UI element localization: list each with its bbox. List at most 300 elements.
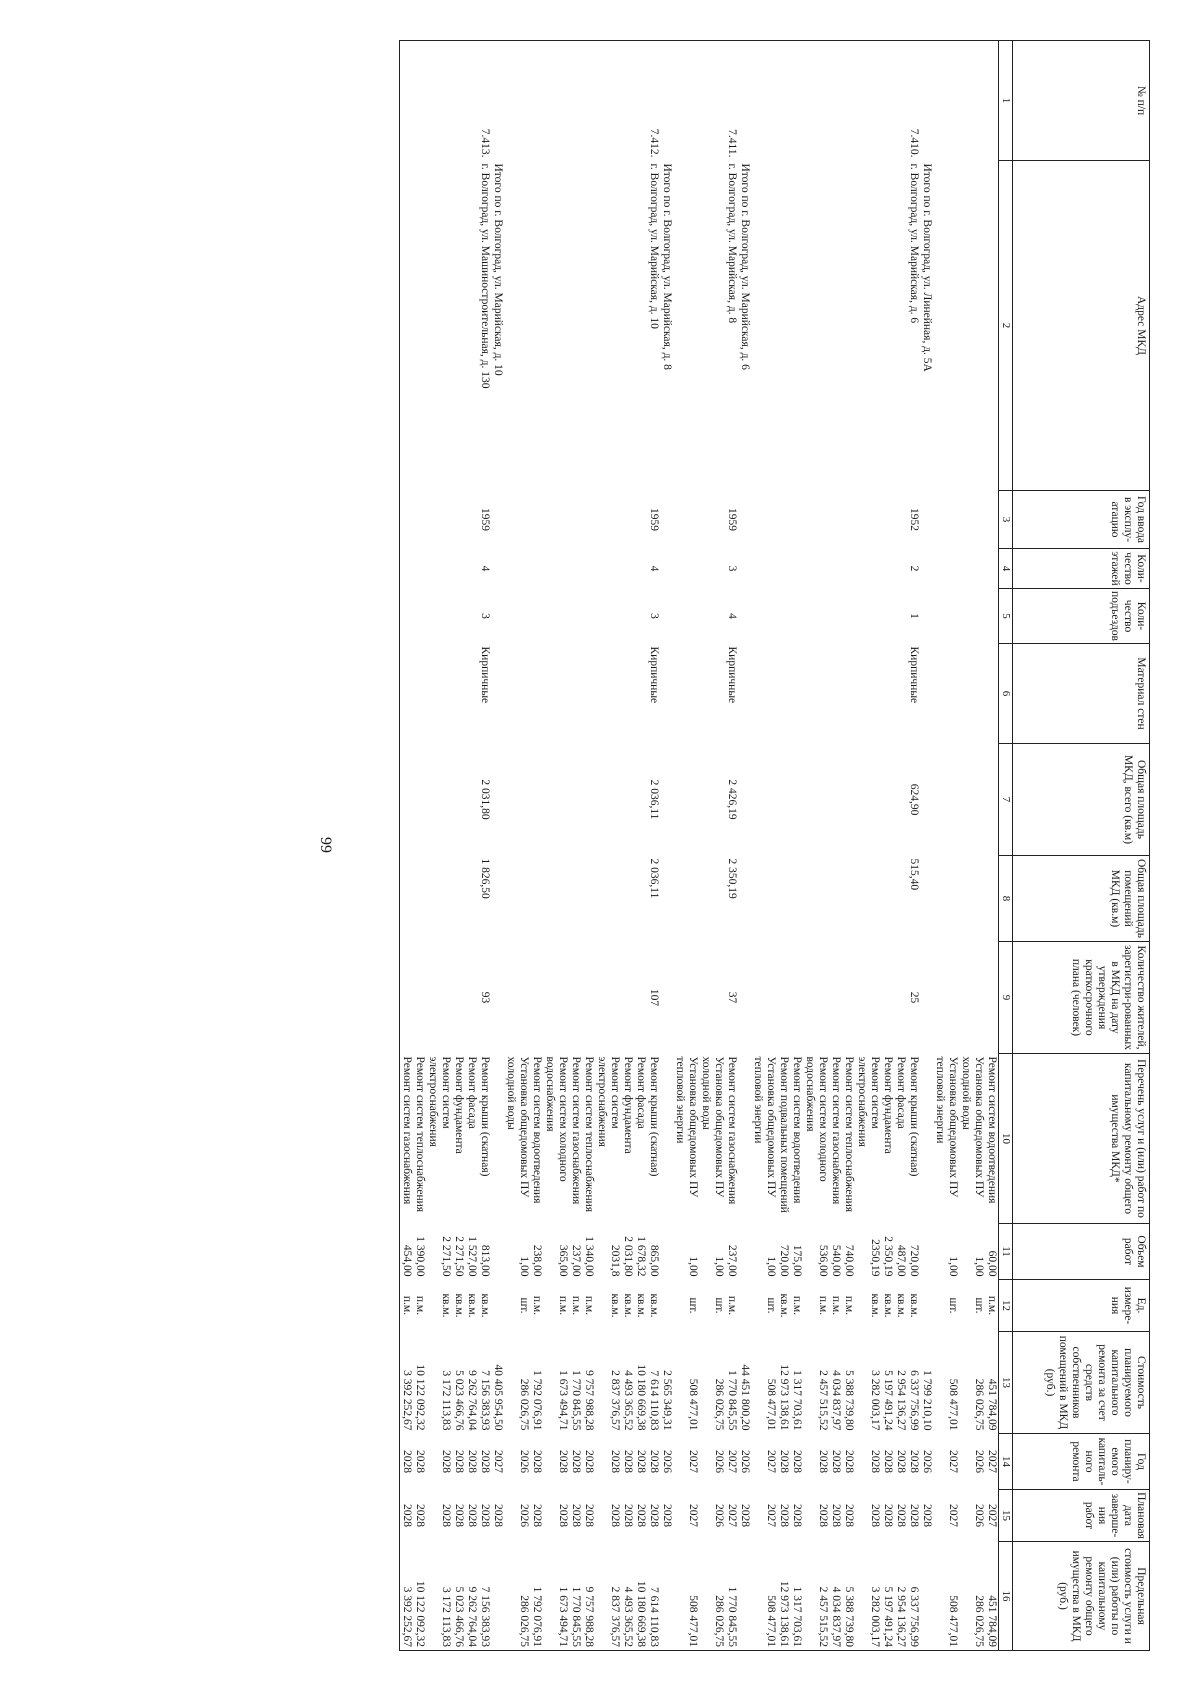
table-row xyxy=(452,41,465,1651)
work-cost: 12 973 138,61 xyxy=(778,1364,790,1431)
total-cost: 1 799 210,10 xyxy=(921,1370,933,1431)
total-plan-date: 2028 xyxy=(739,1504,751,1527)
table-row xyxy=(920,41,933,1651)
empty-cell xyxy=(699,856,725,942)
table-row xyxy=(582,41,595,1651)
empty-cell xyxy=(933,942,959,1054)
empty-cell xyxy=(569,744,582,856)
building-address: г. Волгоград, ул. Марийская, д. 8 xyxy=(726,163,738,324)
empty-cell xyxy=(465,856,478,942)
empty-cell xyxy=(803,744,829,856)
empty-cell xyxy=(491,1224,504,1280)
empty-cell xyxy=(881,549,894,589)
empty-cell xyxy=(465,942,478,1054)
work-year: 2028 xyxy=(414,1450,426,1473)
empty-cell xyxy=(504,744,530,856)
empty-cell xyxy=(803,856,829,942)
column-number: 16 xyxy=(999,1542,1013,1651)
entry-number: 7.411. xyxy=(725,41,738,161)
table-row xyxy=(829,41,842,1651)
work-plan-date: 2028 xyxy=(453,1504,465,1527)
empty-cell xyxy=(920,942,933,1054)
table-row xyxy=(400,41,414,1651)
work-unit: шт. xyxy=(713,1297,725,1314)
work-volume: 487,00 xyxy=(895,1244,907,1277)
empty-cell xyxy=(959,491,985,549)
empty-cell xyxy=(400,491,414,549)
work-cost: 5 023 466,76 xyxy=(453,1370,465,1431)
work-plan-date: 2027 xyxy=(726,1504,738,1527)
premises-area: 2 350,19 xyxy=(726,858,738,899)
work-plan-date: 2028 xyxy=(882,1504,894,1527)
empty-cell xyxy=(803,549,829,589)
empty-cell xyxy=(699,549,725,589)
work-cost: 9 757 988,28 xyxy=(583,1370,595,1431)
empty-cell xyxy=(621,589,634,644)
work-name: Ремонт систем газоснабжения xyxy=(400,1054,414,1224)
empty-cell xyxy=(621,644,634,744)
empty-cell xyxy=(777,744,790,856)
table-row xyxy=(621,41,634,1651)
work-cost: 7 156 383,93 xyxy=(479,1370,491,1431)
work-year: 2026 xyxy=(518,1450,530,1473)
table-row xyxy=(738,41,751,1651)
work-unit: п.м. xyxy=(531,1295,543,1316)
work-plan-date: 2028 xyxy=(908,1504,920,1527)
empty-cell xyxy=(920,41,933,161)
work-plan-date: 2028 xyxy=(778,1504,790,1527)
work-plan-date: 2027 xyxy=(765,1504,777,1527)
work-unit: кв.м. xyxy=(648,1293,660,1318)
empty-cell xyxy=(543,589,569,644)
empty-cell xyxy=(634,41,647,161)
empty-cell xyxy=(426,491,452,549)
empty-cell xyxy=(881,161,894,491)
work-cost: 2 457 515,52 xyxy=(817,1370,829,1431)
work-name: Ремонт систем водоотведения xyxy=(791,1056,803,1204)
empty-cell xyxy=(660,644,673,744)
empty-cell xyxy=(959,589,985,644)
empty-cell xyxy=(699,942,725,1054)
empty-cell xyxy=(530,856,543,942)
empty-cell xyxy=(842,491,855,549)
building-address: г. Волгоград, ул. Марийская, д. 6 xyxy=(908,163,920,324)
work-volume: 1 390,00 xyxy=(414,1236,426,1277)
empty-cell xyxy=(673,161,699,491)
work-cost: 286 026,75 xyxy=(518,1378,530,1431)
empty-cell xyxy=(920,1542,933,1651)
work-year: 2028 xyxy=(648,1450,660,1473)
empty-cell xyxy=(504,161,530,491)
table-row xyxy=(907,41,920,1651)
work-volume: 237,00 xyxy=(570,1244,582,1277)
work-name: Ремонт крыши (скатная) xyxy=(479,1056,491,1177)
column-number: 7 xyxy=(999,744,1013,856)
work-year: 2028 xyxy=(830,1450,842,1473)
column-number: 11 xyxy=(999,1224,1013,1280)
work-plan-date: 2026 xyxy=(518,1504,530,1527)
empty-cell xyxy=(751,549,777,589)
empty-cell xyxy=(452,41,465,161)
empty-cell xyxy=(634,549,647,589)
column-header: Объем работ xyxy=(1013,1224,1150,1280)
empty-cell xyxy=(530,161,543,491)
work-max-cost: 2 457 515,52 xyxy=(803,1542,829,1651)
work-max-cost: 508 477,01 xyxy=(933,1542,959,1651)
work-plan-date: 2028 xyxy=(400,1490,414,1542)
empty-cell xyxy=(790,161,803,491)
work-plan-date: 2026 xyxy=(973,1504,985,1527)
empty-cell xyxy=(985,856,999,942)
empty-cell xyxy=(881,589,894,644)
table-row xyxy=(894,41,907,1651)
column-number-row xyxy=(999,41,1013,1651)
empty-cell xyxy=(803,491,829,549)
empty-cell xyxy=(829,161,842,491)
work-unit: кв.м. xyxy=(609,1293,621,1318)
table-row xyxy=(725,41,738,1651)
work-volume: 454,00 xyxy=(400,1224,414,1280)
empty-cell xyxy=(894,491,907,549)
capital-repair-table xyxy=(399,40,1150,1651)
empty-cell xyxy=(920,744,933,856)
work-year: 2028 xyxy=(583,1450,595,1473)
empty-cell xyxy=(751,589,777,644)
empty-cell xyxy=(569,942,582,1054)
table-row xyxy=(465,41,478,1651)
empty-cell xyxy=(426,589,452,644)
empty-cell xyxy=(569,589,582,644)
empty-cell xyxy=(829,644,842,744)
table-row xyxy=(855,41,881,1651)
empty-cell xyxy=(452,744,465,856)
empty-cell xyxy=(738,856,751,942)
total-cost: 44 451 800,20 xyxy=(739,1364,751,1431)
empty-cell xyxy=(933,856,959,942)
wall-material: Кирпичные xyxy=(908,646,920,704)
total-label: Итого по г. Волгоград, ул. Марийская, д. 8 xyxy=(661,163,673,370)
empty-cell xyxy=(855,856,881,942)
column-number: 9 xyxy=(999,942,1013,1054)
empty-cell xyxy=(842,644,855,744)
total-cost: 40 405 954,50 xyxy=(492,1364,504,1431)
column-header: Перечень услуг и (или) работ по капитальному ремонту общего имущества МКД* xyxy=(1013,1054,1150,1224)
work-volume: 1,00 xyxy=(713,1256,725,1277)
work-max-cost: 9 757 988,28 xyxy=(582,1542,595,1651)
work-max-cost: 5 197 491,24 xyxy=(881,1542,894,1651)
empty-cell xyxy=(699,744,725,856)
empty-cell xyxy=(777,942,790,1054)
work-year: 2028 xyxy=(908,1450,920,1473)
empty-cell xyxy=(842,856,855,942)
empty-cell xyxy=(504,589,530,644)
work-volume: 540,00 xyxy=(830,1244,842,1277)
empty-cell xyxy=(673,491,699,549)
empty-cell xyxy=(426,41,452,161)
work-unit: п.м. xyxy=(986,1295,998,1316)
empty-cell xyxy=(894,589,907,644)
empty-cell xyxy=(452,491,465,549)
wall-material: Кирпичные xyxy=(648,646,660,704)
premises-area: 515,40 xyxy=(908,858,920,891)
column-header: Коли-чество этажей xyxy=(1013,549,1150,589)
work-unit: п.м. xyxy=(414,1295,426,1316)
work-year: 2026 xyxy=(713,1450,725,1473)
empty-cell xyxy=(699,41,725,161)
empty-cell xyxy=(595,549,621,589)
empty-cell xyxy=(985,41,999,161)
work-unit: кв.м. xyxy=(453,1293,465,1318)
work-volume: 1,00 xyxy=(947,1256,959,1277)
work-max-cost: 7 614 110,83 xyxy=(647,1542,660,1651)
empty-cell xyxy=(985,161,999,491)
empty-cell xyxy=(738,644,751,744)
work-cost: 7 614 110,83 xyxy=(648,1370,660,1431)
empty-cell xyxy=(595,161,621,491)
work-cost: 10 122 092,32 xyxy=(414,1364,426,1431)
work-plan-date: 2028 xyxy=(570,1504,582,1527)
work-max-cost: 9 262 764,04 xyxy=(465,1542,478,1651)
column-header: Год планиру-емого капиталь-ного ремонта xyxy=(1013,1434,1150,1490)
empty-cell xyxy=(634,589,647,644)
work-unit: п.м. xyxy=(570,1295,582,1316)
work-max-cost: 2 837 376,57 xyxy=(595,1542,621,1651)
work-cost: 2 954 136,27 xyxy=(895,1370,907,1431)
empty-cell xyxy=(842,41,855,161)
work-unit: п.м. xyxy=(817,1295,829,1316)
work-plan-date: 2028 xyxy=(843,1504,855,1527)
table-row xyxy=(634,41,647,1651)
work-unit: кв.м. xyxy=(895,1293,907,1318)
work-max-cost: 10 180 669,38 xyxy=(634,1542,647,1651)
empty-cell xyxy=(842,161,855,491)
work-volume: 813,00 xyxy=(479,1244,491,1277)
work-plan-date: 2028 xyxy=(791,1504,803,1527)
empty-cell xyxy=(452,644,465,744)
empty-cell xyxy=(803,942,829,1054)
empty-cell xyxy=(569,491,582,549)
empty-cell xyxy=(855,744,881,856)
work-year: 2028 xyxy=(400,1434,414,1490)
empty-cell xyxy=(400,161,414,491)
total-cost: 2 565 349,31 xyxy=(661,1370,673,1431)
empty-cell xyxy=(569,549,582,589)
empty-cell xyxy=(829,856,842,942)
work-cost: 1 770 845,55 xyxy=(726,1370,738,1431)
empty-cell xyxy=(491,589,504,644)
work-year: 2028 xyxy=(531,1450,543,1473)
empty-cell xyxy=(829,942,842,1054)
work-year: 2028 xyxy=(466,1450,478,1473)
work-cost: 286 026,75 xyxy=(713,1378,725,1431)
empty-cell xyxy=(491,644,504,744)
empty-cell xyxy=(881,744,894,856)
work-name: Ремонт систем холодного водоснабжения xyxy=(544,1056,569,1182)
empty-cell xyxy=(595,41,621,161)
empty-cell xyxy=(751,41,777,161)
empty-cell xyxy=(894,942,907,1054)
work-unit: п.м. xyxy=(400,1280,414,1332)
work-plan-date: 2028 xyxy=(466,1504,478,1527)
empty-cell xyxy=(985,589,999,644)
empty-cell xyxy=(465,589,478,644)
work-name: Установка общедомовых ПУ тепловой энергии xyxy=(934,1056,959,1198)
empty-cell xyxy=(777,41,790,161)
column-header: Адрес МКД xyxy=(1013,161,1150,491)
empty-cell xyxy=(621,41,634,161)
column-number: 14 xyxy=(999,1434,1013,1490)
work-volume: 740,00 xyxy=(843,1244,855,1277)
empty-cell xyxy=(842,744,855,856)
column-number: 15 xyxy=(999,1490,1013,1542)
work-max-cost: 508 477,01 xyxy=(673,1542,699,1651)
empty-cell xyxy=(530,744,543,856)
resident-count: 107 xyxy=(648,988,660,1007)
empty-cell xyxy=(491,942,504,1054)
work-year: 2027 xyxy=(947,1450,959,1473)
header-row xyxy=(1013,41,1150,1651)
empty-cell xyxy=(959,644,985,744)
total-area: 2 031,80 xyxy=(479,779,491,820)
empty-cell xyxy=(881,491,894,549)
work-name: Ремонт систем водоотведения xyxy=(986,1056,998,1204)
work-name: Ремонт систем водоотведения xyxy=(531,1056,543,1204)
work-max-cost: 1 770 845,55 xyxy=(569,1542,582,1651)
work-unit: шт. xyxy=(518,1297,530,1314)
work-cost: 5 388 739,80 xyxy=(843,1370,855,1431)
empty-cell xyxy=(595,744,621,856)
empty-cell xyxy=(881,41,894,161)
work-volume: 536,00 xyxy=(817,1244,829,1277)
empty-cell xyxy=(634,161,647,491)
floor-count: 4 xyxy=(479,565,491,572)
empty-cell xyxy=(621,942,634,1054)
empty-cell xyxy=(842,549,855,589)
work-unit: кв.м. xyxy=(479,1293,491,1318)
work-volume: 1 527,00 xyxy=(466,1236,478,1277)
page-number: 99 xyxy=(317,837,334,853)
total-area: 2 036,11 xyxy=(648,779,660,820)
column-number: 5 xyxy=(999,589,1013,644)
empty-cell xyxy=(829,589,842,644)
work-max-cost: 1 770 845,55 xyxy=(725,1542,738,1651)
empty-cell xyxy=(920,856,933,942)
building-address: г. Волгоград, ул. Машиностроительная, д. 130 xyxy=(479,163,491,389)
work-unit: кв.м. xyxy=(778,1293,790,1318)
empty-cell xyxy=(894,41,907,161)
empty-cell xyxy=(595,856,621,942)
work-name: Установка общедомовых ПУ холодной воды xyxy=(960,1056,985,1198)
empty-cell xyxy=(738,1224,751,1280)
work-year: 2028 xyxy=(791,1450,803,1473)
empty-cell xyxy=(790,491,803,549)
column-number: 1 xyxy=(999,41,1013,161)
entrance-count: 1 xyxy=(908,613,920,619)
work-max-cost: 1 673 494,71 xyxy=(543,1542,569,1651)
empty-cell xyxy=(660,41,673,161)
empty-cell xyxy=(569,856,582,942)
empty-cell xyxy=(543,41,569,161)
work-cost: 4 493 365,52 xyxy=(622,1370,634,1431)
work-name: Ремонт систем теплоснабжения xyxy=(414,1056,426,1213)
empty-cell xyxy=(933,589,959,644)
empty-cell xyxy=(803,589,829,644)
work-year: 2028 xyxy=(570,1450,582,1473)
empty-cell xyxy=(985,744,999,856)
total-plan-date: 2028 xyxy=(492,1504,504,1527)
empty-cell xyxy=(829,549,842,589)
work-plan-date: 2028 xyxy=(895,1504,907,1527)
work-volume: 1,00 xyxy=(518,1256,530,1277)
column-number: 13 xyxy=(999,1332,1013,1434)
empty-cell xyxy=(660,1542,673,1651)
table-row xyxy=(504,41,530,1651)
empty-cell xyxy=(400,644,414,744)
empty-cell xyxy=(699,161,725,491)
work-name: Установка общедомовых ПУ тепловой энергии xyxy=(752,1056,777,1198)
work-unit: кв.м. xyxy=(869,1293,881,1318)
empty-cell xyxy=(491,856,504,942)
empty-cell xyxy=(582,549,595,589)
work-name: Ремонт фундамента xyxy=(622,1056,634,1154)
empty-cell xyxy=(426,744,452,856)
empty-cell xyxy=(504,549,530,589)
empty-cell xyxy=(400,942,414,1054)
table-row xyxy=(595,41,621,1651)
empty-cell xyxy=(530,491,543,549)
empty-cell xyxy=(426,942,452,1054)
column-header: Ед. измере-ния xyxy=(1013,1280,1150,1332)
empty-cell xyxy=(413,644,426,744)
empty-cell xyxy=(842,589,855,644)
work-plan-date: 2028 xyxy=(635,1504,647,1527)
work-max-cost: 508 477,01 xyxy=(751,1542,777,1651)
empty-cell xyxy=(413,161,426,491)
empty-cell xyxy=(504,644,530,744)
empty-cell xyxy=(582,942,595,1054)
work-max-cost: 3 172 113,83 xyxy=(426,1542,452,1651)
empty-cell xyxy=(660,1224,673,1280)
empty-cell xyxy=(634,942,647,1054)
work-max-cost: 1 792 076,91 xyxy=(530,1542,543,1651)
empty-cell xyxy=(426,549,452,589)
empty-cell xyxy=(660,1280,673,1332)
empty-cell xyxy=(660,942,673,1054)
empty-cell xyxy=(400,856,414,942)
empty-cell xyxy=(673,41,699,161)
resident-count: 25 xyxy=(908,991,920,1004)
work-name: Ремонт крыши (скатная) xyxy=(908,1056,920,1177)
work-volume: 1 678,32 xyxy=(635,1236,647,1277)
empty-cell xyxy=(985,942,999,1054)
work-year: 2028 xyxy=(635,1450,647,1473)
empty-cell xyxy=(803,41,829,161)
empty-cell xyxy=(920,491,933,549)
empty-cell xyxy=(582,41,595,161)
empty-cell xyxy=(673,644,699,744)
work-name: Ремонт систем газоснабжения xyxy=(830,1056,842,1205)
entrance-count: 3 xyxy=(479,613,491,619)
column-header: Общая площадь помещений МКД (кв.м) xyxy=(1013,856,1150,942)
work-volume: 2 031,80 xyxy=(622,1236,634,1277)
work-max-cost: 286 026,75 xyxy=(504,1542,530,1651)
empty-cell xyxy=(738,41,751,161)
empty-cell xyxy=(491,41,504,161)
total-label: Итого по г. Волгоград, ул. Марийская, д. 10 xyxy=(492,163,504,376)
total-area: 2 426,19 xyxy=(726,779,738,820)
empty-cell xyxy=(777,856,790,942)
table-row xyxy=(803,41,829,1651)
